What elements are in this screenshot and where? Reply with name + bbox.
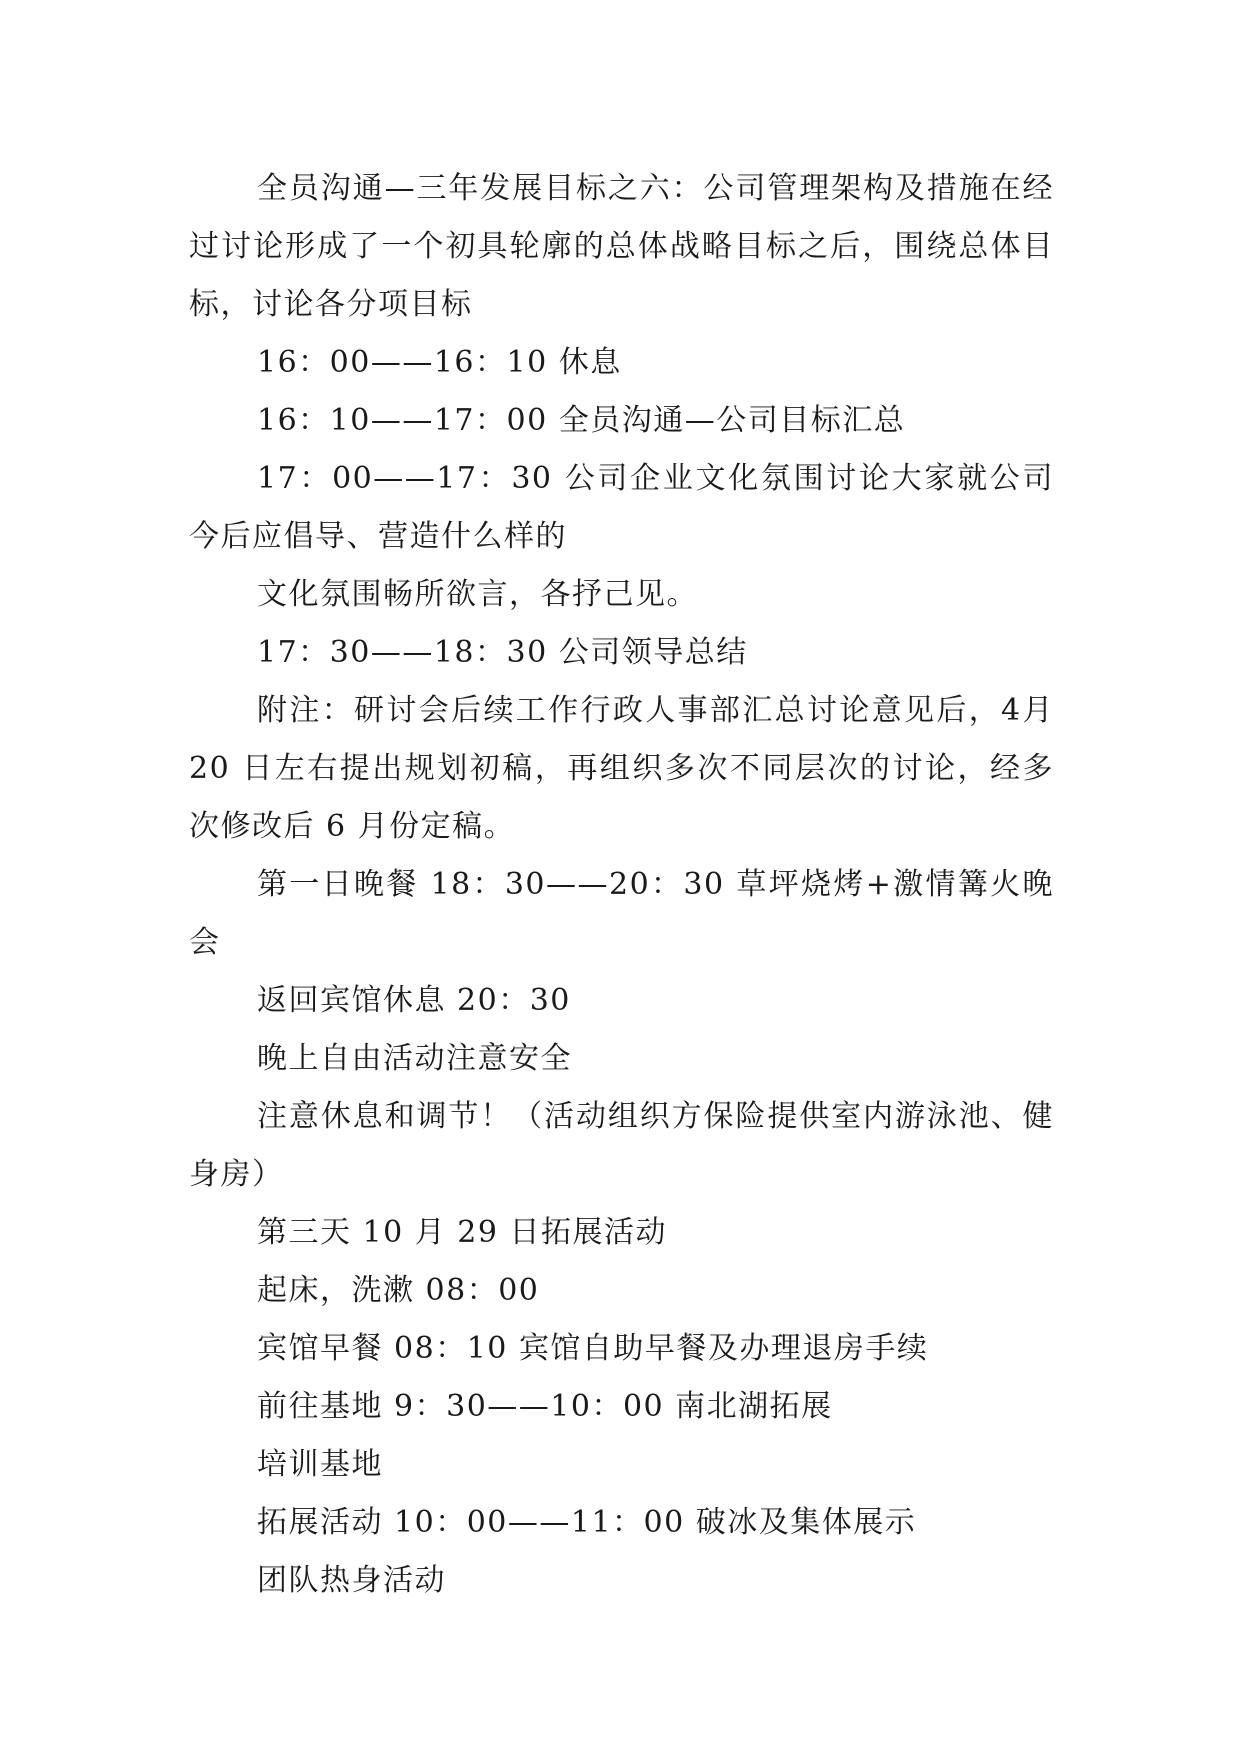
paragraph: 附注：研讨会后续工作行政人事部汇总讨论意见后，4月 20 日左右提出规划初稿，再组织多次不同层次的讨论，经多次修改后 6 月份定稿。 [189, 693, 1054, 844]
paragraph: 全员沟通—三年发展目标之六：公司管理架构及措施在经过讨论形成了一个初具轮廓的总体战略目标之后，围绕总体目标，讨论各分项目标 [189, 171, 1054, 322]
paragraph: 前往基地 9：30——10：00 南北湖拓展 [257, 1389, 833, 1424]
paragraph: 第三天 10 月 29 日拓展活动 [257, 1215, 667, 1250]
paragraph: 文化氛围畅所欲言，各抒己见。 [257, 577, 698, 612]
paragraph: 16：00——16：10 休息 [257, 345, 622, 380]
paragraph: 起床，洗漱 08：00 [257, 1273, 540, 1308]
paragraph: 17：30——18：30 公司领导总结 [257, 635, 748, 670]
paragraph: 培训基地 [257, 1447, 383, 1482]
document-body [189, 160, 1054, 1610]
paragraph: 晚上自由活动注意安全 [257, 1041, 572, 1076]
paragraph: 拓展活动 10：00——11：00 破冰及集体展示 [257, 1505, 917, 1540]
paragraph: 团队热身活动 [257, 1563, 446, 1598]
paragraph: 宾馆早餐 08：10 宾馆自助早餐及办理退房手续 [257, 1331, 929, 1366]
paragraph: 返回宾馆休息 20：30 [257, 983, 571, 1018]
paragraph: 16：10——17：00 全员沟通—公司目标汇总 [257, 403, 906, 438]
paragraph: 17：00——17：30 公司企业文化氛围讨论大家就公司今后应倡导、营造什么样的 [189, 461, 1054, 554]
paragraph: 注意休息和调节！（活动组织方保险提供室内游泳池、健身房） [189, 1099, 1054, 1192]
paragraph: 第一日晚餐 18：30——20：30 草坪烧烤+激情篝火晚会 [189, 867, 1054, 960]
